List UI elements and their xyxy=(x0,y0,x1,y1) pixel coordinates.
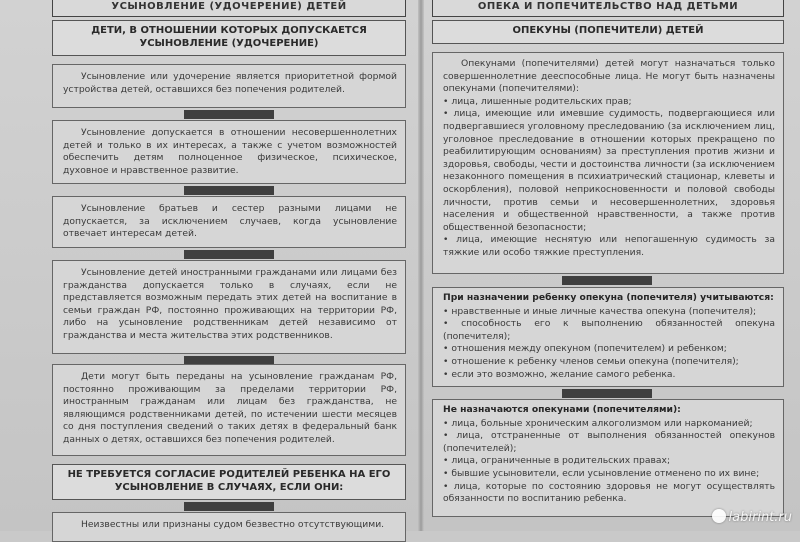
list-item: • лица, имеющие неснятую или непогашенную судимость за тяжкие или особо тяжкие преступления. xyxy=(443,234,775,258)
connector-bar xyxy=(562,276,652,285)
list-item: • лица, отстраненные от выполнения обязанностей опекунов (попечителей); xyxy=(443,430,775,454)
guardians-intro-text: Опекунами (попечителями) детей могут назначаться только совершеннолетние дееспособные лица. Не могут быть назначены опекунами (попечителями): xyxy=(443,58,775,95)
adoption-box-1-text: Усыновление или удочерение является приоритетной формой устройства детей, оставшихся без попечения родителей. xyxy=(63,71,397,95)
list-item: • лица, которые по состоянию здоровья не могут осуществлять обязанности по воспитанию ребенка. xyxy=(443,480,775,505)
list-item: • нравственные и иные личные качества опекуна (попечителя); xyxy=(443,305,757,317)
list-item: • отношение к ребенку членов семьи опекуна (попечителя); xyxy=(443,355,739,367)
list-item: • бывшие усыновители, если усыновление отменено по их вине; xyxy=(443,467,760,479)
connector-bar xyxy=(184,250,274,259)
guardian-criteria-title: При назначении ребенку опекуна (попечителя) учитываются: xyxy=(443,292,774,303)
adoption-top-header: УСЫНОВЛЕНИЕ (УДОЧЕРЕНИЕ) ДЕТЕЙ xyxy=(52,0,406,17)
adoption-box-3-text: Усыновление братьев и сестер разными лицами не допускается, за исключением случаев, когда усыновление отвечает интересам детей. xyxy=(63,203,397,240)
consent-not-required-header: НЕ ТРЕБУЕТСЯ СОГЛАСИЕ РОДИТЕЛЕЙ РЕБЕНКА НА ЕГО УСЫНОВЛЕНИЕ В СЛУЧАЯХ, ЕСЛИ ОНИ: xyxy=(52,464,406,500)
watermark-text: labirint.ru xyxy=(728,510,792,525)
adoption-box-4-text: Усыновление детей иностранными гражданами или лицами без гражданства допускается только в случаях, если не представляется возможным передать этих детей на воспитание в семьи граждан РФ, постоянно проживающих на территории РФ, либо на усыновление родственникам детей независимо от гражданства и места жительства этих родственников. xyxy=(63,267,397,341)
page-fold xyxy=(418,0,424,531)
guardian-criteria-list xyxy=(443,306,775,382)
adoption-box-1 xyxy=(52,64,406,108)
not-appointed-list xyxy=(443,418,775,506)
not-appointed-title: Не назначаются опекунами (попечителями): xyxy=(443,404,681,415)
adoption-box-3 xyxy=(52,196,406,248)
list-item: • если это возможно, желание самого ребенка. xyxy=(443,368,676,380)
connector-bar xyxy=(562,389,652,398)
adoption-box-5 xyxy=(52,364,406,456)
consent-not-required-box xyxy=(52,512,406,542)
adoption-box-5-text: Дети могут быть переданы на усыновление гражданам РФ, постоянно проживающим за пределами территории РФ, иностранным гражданам или лицам без гражданства, не являющимся родственниками детей, по истечении шести месяцев со дня поступления сведений о таких детях в федеральный банк данных о детях, оставшихся без попечения родителей. xyxy=(63,371,397,445)
adoption-box-2 xyxy=(52,120,406,184)
list-item: • лица, лишенные родительских прав; xyxy=(443,95,632,107)
list-item: • способность его к выполнению обязанностей опекуна (попечителя); xyxy=(443,318,775,342)
list-item: • отношения между опекуном (попечителем) и ребенком; xyxy=(443,343,727,355)
guardians-exclusion-list xyxy=(443,96,775,260)
connector-bar xyxy=(184,502,274,511)
adoption-box-2-text: Усыновление допускается в отношении несовершеннолетних детей и только в их интересах, а также с учетом возможностей обеспечить детям полноценное физическое, психическое, духовное и нравственное развитие. xyxy=(63,127,397,176)
guardians-main-box xyxy=(432,52,784,274)
guardianship-top-header: ОПЕКА И ПОПЕЧИТЕЛЬСТВО НАД ДЕТЬМИ xyxy=(432,0,784,17)
consent-not-required-text: Неизвестны или признаны судом безвестно отсутствующими. xyxy=(81,519,385,530)
list-item: • лица, больные хроническим алкоголизмом или наркоманией; xyxy=(443,417,753,429)
labirint-logo-icon xyxy=(712,509,726,523)
list-item: • лица, имеющие или имевшие судимость, подвергающиеся или подвергавшиеся уголовному преследованию (за исключением лиц, уголовное преследование в отношении которых прекращено по реабилитирующим основаниям) за преступления против жизни и здоровья, свободы, чести и достоинства личности (за исключением незаконного помещения в психиатрический стационар, клеветы и оскорбления), половой неприкосновенности и половой свободы личности, против семьи и несовершеннолетних, здоровья населения и общественной нравственности, а также против общественной безопасности; xyxy=(443,108,775,233)
not-appointed-box xyxy=(432,399,784,517)
guardian-criteria-box xyxy=(432,287,784,387)
labirint-watermark xyxy=(712,509,792,525)
guardians-section-header: ОПЕКУНЫ (ПОПЕЧИТЕЛИ) ДЕТЕЙ xyxy=(432,20,784,44)
connector-bar xyxy=(184,110,274,119)
adoption-section-header: ДЕТИ, В ОТНОШЕНИИ КОТОРЫХ ДОПУСКАЕТСЯ УСЫНОВЛЕНИЕ (УДОЧЕРЕНИЕ) xyxy=(52,20,406,56)
adoption-box-4 xyxy=(52,260,406,354)
list-item: • лица, ограниченные в родительских правах; xyxy=(443,455,671,467)
connector-bar xyxy=(184,186,274,195)
